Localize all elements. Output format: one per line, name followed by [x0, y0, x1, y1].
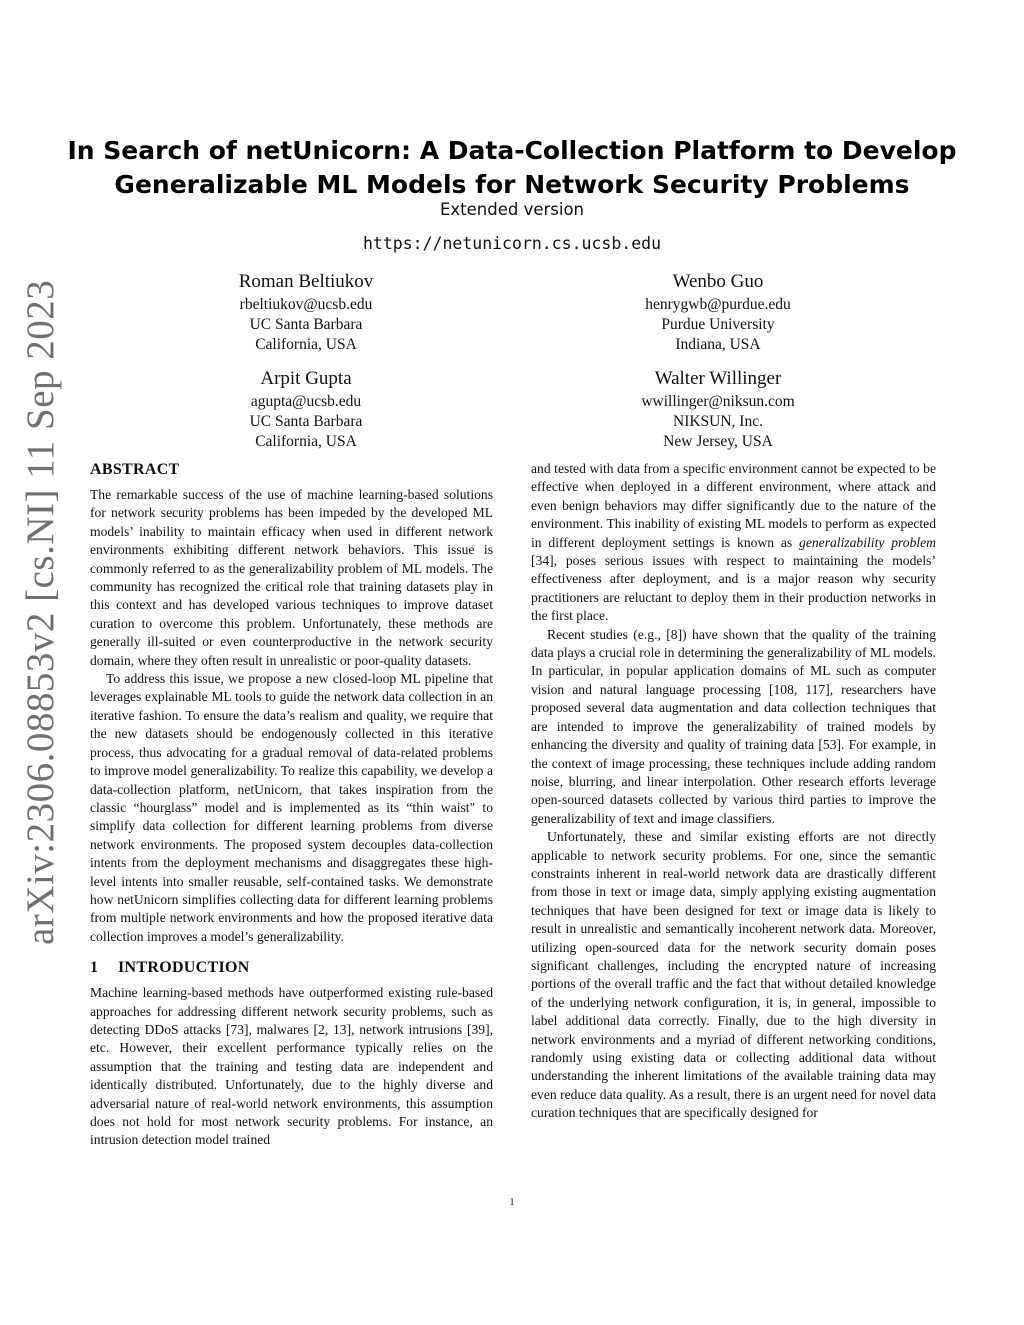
author-name: Roman Beltiukov: [238, 271, 374, 292]
paragraph-text: [34], poses serious issues with respect to maintaining the models’ effectiveness after deployment, and is a major reason why security practitioners are reluctant to deploy them in their production networks in the first place.: [531, 553, 936, 624]
author-affiliation: Purdue University: [661, 316, 775, 333]
author-location: California, USA: [255, 433, 357, 450]
title-line-2: Generalizable ML Models for Network Security Problems: [114, 170, 910, 199]
abstract-paragraph: The remarkable success of the use of machine learning-based solutions for network security problems has been impeded by the developed ML models’ inability to maintain efficacy when used in different network environments exhibiting different network behaviors. This issue is commonly referred to as the generalizability problem of ML models. The community has recognized the critical role that training datasets play in this context and has developed various techniques to improve dataset curation to overcome this problem. Unfortunately, these methods are generally ill-suited or even counterproductive in the network security domain, where they often result in unrealistic or poor-quality datasets.: [90, 487, 493, 668]
section-title: INTRODUCTION: [118, 959, 250, 977]
author-location: Indiana, USA: [675, 336, 761, 353]
introduction-heading: [90, 958, 493, 978]
introduction-paragraph: Unfortunately, these and similar existing efforts are not directly applicable to network security problems. For one, since the semantic constraints inherent in real-world network data are drastically different from those in text or image data, simply applying existing augmentation techniques that have been designed for text or image data is likely to result in unrealistic and semantically incoherent network data. Moreover, utilizing open-sourced data for the network security domain poses significant challenges, including the encrypted nature of increasing portions of the overall traffic and the fact that without detailed knowledge of the underlying network configuration, it is, in general, impossible to label additional data correctly. Finally, due to the high diversity in network environments and a myriad of different networking conditions, randomly using existing data or collecting additional data without understanding the inherent limitations of the available training data may even reduce data quality. As a result, there is an urgent need for novel data curation techniques that are specifically designed for: [531, 829, 936, 1121]
author-email[interactable]: agupta@ucsb.edu: [250, 393, 362, 410]
introduction-paragraph: Recent studies (e.g., [8]) have shown that the quality of the training data plays a crucial role in determining the generalizability of ML models. In particular, in popular application domains of ML such as computer vision and natural language processing [108, 117], researchers have proposed several data augmentation and data collection techniques that are intended to improve the generalizability of trained models by enhancing the diversity and quality of training data [53]. For example, in the context of image processing, these techniques include adding random noise, blurring, and linear interpolation. Other research efforts leverage open-sourced datasets collected by various third parties to improve the generalizability of text and image classifiers.: [531, 626, 936, 826]
arxiv-identifier: arXiv:2306.08853v2 [cs.NI] 11 Sep 2023: [19, 279, 62, 945]
author-block: [156, 366, 456, 452]
author-email[interactable]: wwillinger@niksun.com: [641, 393, 795, 410]
project-url[interactable]: https://netunicorn.cs.ucsb.edu: [362, 234, 661, 253]
author-affiliation: NIKSUN, Inc.: [673, 413, 763, 430]
author-affiliation: UC Santa Barbara: [249, 413, 363, 430]
right-column: [531, 460, 936, 1123]
section-number: 1: [90, 959, 99, 977]
paragraph-text: and tested with data from a specific environment cannot be expected to be effective when deployed in a different environment, where attack and even benign behaviors may differ significantly due to the nature of the environment. This inability of existing ML models to perform as expected in different deployment settings is known as: [531, 461, 936, 550]
author-block: [568, 269, 868, 355]
introduction-paragraph-continued: [531, 460, 936, 626]
author-name: Walter Willinger: [654, 368, 782, 389]
abstract-paragraph: To address this issue, we propose a new closed-loop ML pipeline that leverages explainable ML tools to guide the network data collection in an iterative fashion. To ensure the data’s realism and quality, we require that the new datasets should be endogenously collected in this iterative process, thus advocating for a gradual removal of data-related problems to improve model generalizability. To realize this capability, we develop a data-collection platform, netUnicorn, that takes inspiration from the classic “hourglass” model and is implemented as its “thin waist" to simplify data collection for different learning problems from diverse network environments. The proposed system decouples data-collection intents from the deployment mechanisms and disaggregates these high-level intents into smaller reusable, self-contained tasks. We demonstrate how netUnicorn simplifies collecting data for different learning problems from multiple network environments and how the proposed iterative data collection improves a model’s generalizability.: [90, 671, 493, 944]
author-name: Wenbo Guo: [672, 271, 764, 292]
author-email[interactable]: rbeltiukov@ucsb.edu: [239, 296, 373, 313]
author-location: New Jersey, USA: [663, 433, 773, 450]
introduction-paragraph: Machine learning-based methods have outperformed existing rule-based approaches for addressing different network security problems, such as detecting DDoS attacks [73], malwares [2, 13], network intrusions [39], etc. However, their excellent performance typically relies on the assumption that the training and testing data are independent and identically distributed. Unfortunately, due to the highly diverse and adversarial nature of real-world network environments, this assumption does not hold for most network security problems. For instance, an intrusion detection model trained: [90, 985, 493, 1148]
author-location: California, USA: [255, 336, 357, 353]
abstract-heading: ABSTRACT: [90, 461, 180, 478]
emphasized-term: generalizability problem: [799, 534, 937, 550]
author-email[interactable]: henrygwb@purdue.edu: [645, 296, 791, 313]
paper-subtitle: Extended version: [439, 200, 585, 219]
paper-title: [60, 134, 964, 202]
title-line-1: In Search of netUnicorn: A Data-Collection Platform to Develop: [67, 136, 957, 165]
author-block: [568, 366, 868, 452]
author-block: [156, 269, 456, 355]
left-column: [90, 460, 493, 1150]
author-affiliation: UC Santa Barbara: [249, 316, 363, 333]
author-name: Arpit Gupta: [260, 368, 352, 389]
page-number: 1: [509, 1196, 515, 1208]
